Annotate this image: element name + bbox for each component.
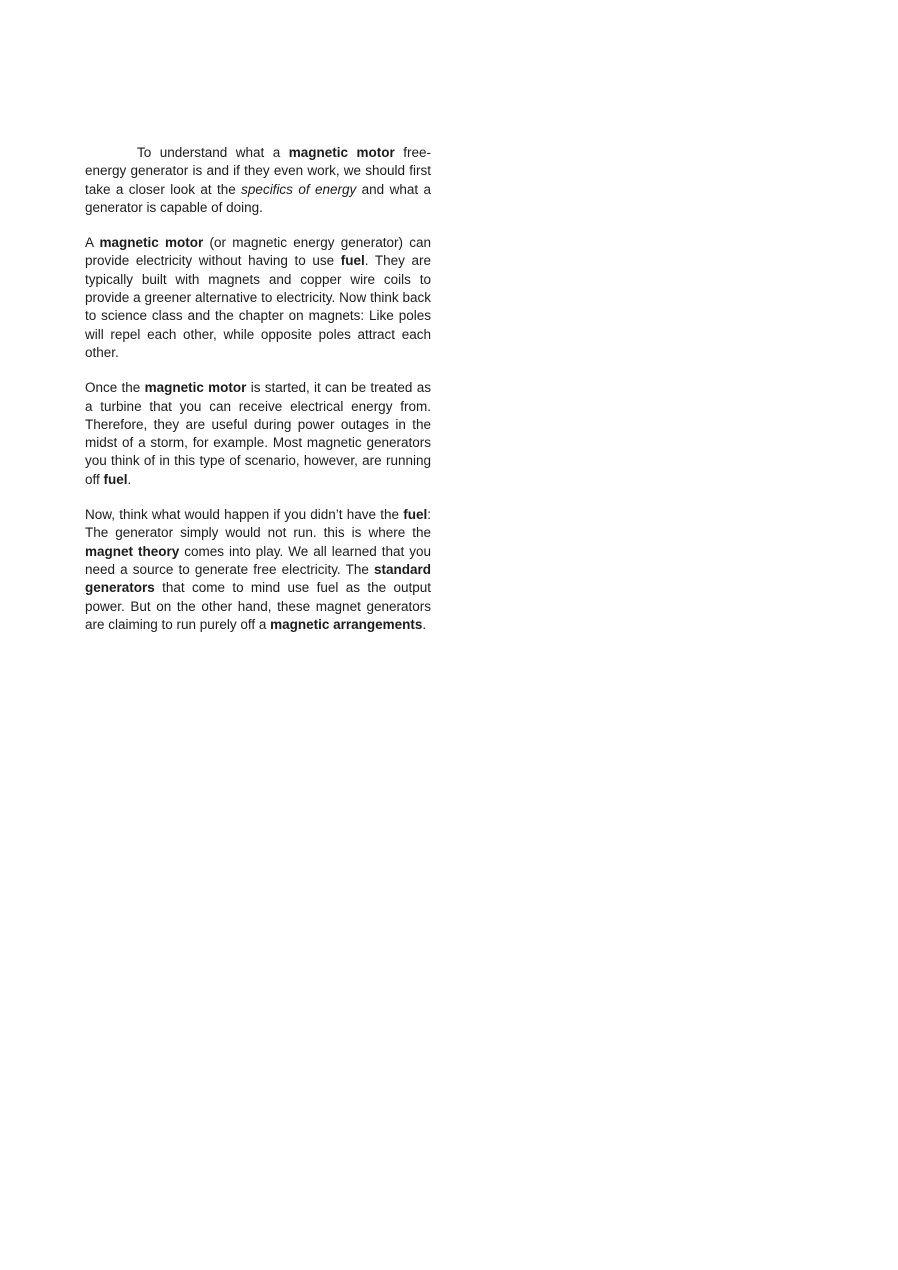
- text-run: magnetic motor: [288, 145, 395, 160]
- paragraph: [85, 234, 431, 362]
- text-run: fuel: [103, 471, 128, 487]
- article-text-block: [85, 144, 431, 651]
- paragraph: [85, 506, 431, 634]
- text-run: free-energy generator is and if they even work, we should first take a closer look at the: [85, 145, 432, 197]
- text-run: standard generators: [85, 561, 431, 596]
- text-run: Once the: [85, 380, 145, 396]
- text-run: (or magnetic energy generator) can provide electricity without having to use: [85, 235, 431, 269]
- text-run: Now, think what would happen if you didn’t have the: [85, 507, 404, 523]
- text-run: . They are typically built with magnets and copper wire coils to provide a greener alternative to electricity. Now think back to science class and the chapter on magnets: Like poles will repel each other, while opposite poles attract each other.: [85, 253, 431, 360]
- text-run: that come to mind use fuel as the output power. But on the other hand, these magnet generators are claiming to run purely off a: [85, 580, 431, 632]
- text-run: .: [127, 471, 132, 487]
- text-run: magnet theory: [85, 543, 180, 559]
- text-run: magnetic arrangements: [270, 616, 423, 632]
- text-run: is started, it can be treated as a turbine that you can receive electrical energy from. Therefore, they are useful during power outages in the midst of a storm, for example. Most magnetic generators you think of in this type of scenario, however, are running off: [85, 380, 431, 487]
- paragraph: [85, 144, 431, 217]
- text-run: magnetic motor: [99, 235, 204, 251]
- text-run: fuel: [340, 253, 365, 269]
- text-run: .: [422, 616, 427, 632]
- text-run: A: [85, 235, 100, 251]
- paragraph: [85, 379, 431, 489]
- text-run: magnetic motor: [144, 380, 247, 396]
- text-run: and what a generator is capable of doing.: [85, 181, 431, 215]
- text-run: : The generator simply would not run. this is where the: [85, 507, 431, 541]
- text-run: comes into play. We all learned that you need a source to generate free electricity. The: [85, 543, 431, 577]
- text-run: To understand what a: [137, 145, 289, 160]
- text-run: fuel: [403, 507, 428, 523]
- text-run: specifics of energy: [241, 181, 357, 197]
